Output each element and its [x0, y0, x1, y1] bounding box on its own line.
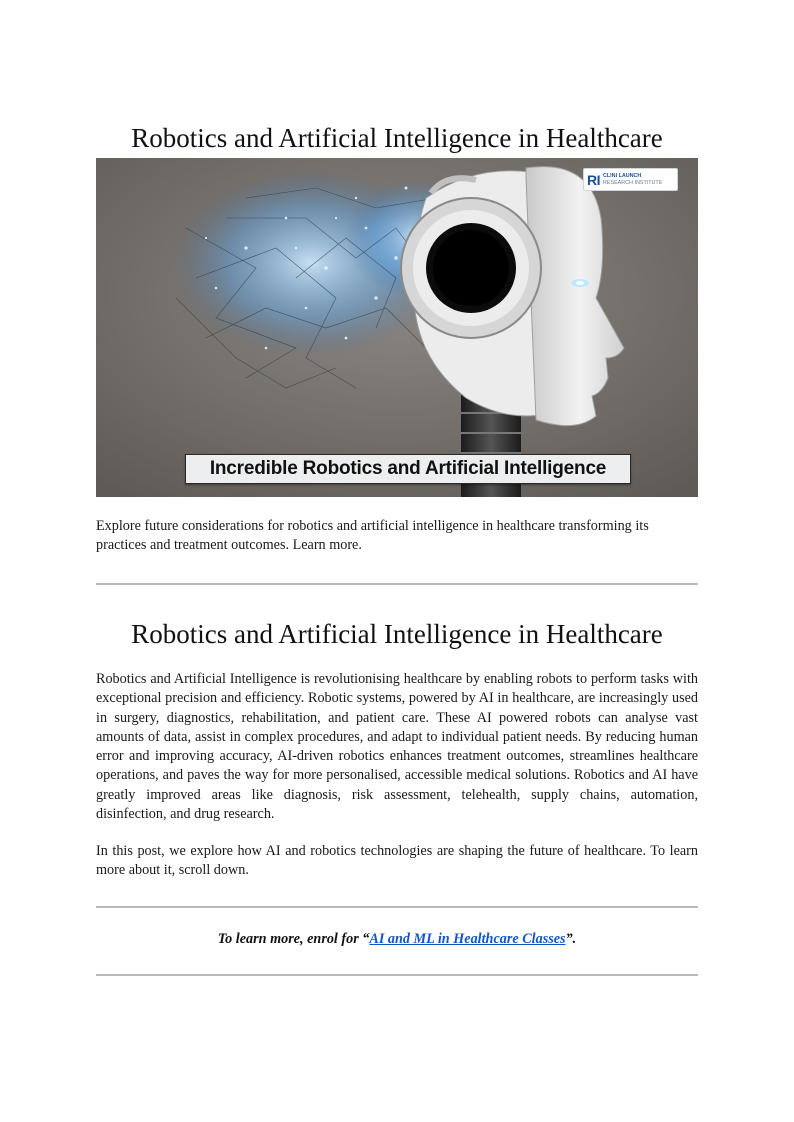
classes-link[interactable]: AI and ML in Healthcare Classes	[369, 931, 566, 947]
body-paragraph-1: Robotics and Artificial Intelligence is revolutionising healthcare by enabling robots to perform tasks with exceptional precision and efficiency. Robotic systems, powered by AI in healthcare, are increasingly used in surgery, diagnostics, rehabilitation, and patient care. These AI powered robots can analyse vast amounts of data, assist in complex procedures, and adapt to individual patient needs. By reducing human error and improving accuracy, AI-driven robotics enhances treatment outcomes, streamlines healthcare operations, and paves the way for more personalised, accessible medical solutions. Robotics and AI have greatly improved areas like diagnosis, risk assessment, telehealth, supply chains, automation, disinfection, and drug research.	[96, 671, 698, 823]
hero-banner-caption: Incredible Robotics and Artificial Intelligence	[185, 454, 631, 484]
cta-prefix: To learn more, enrol for “	[217, 931, 370, 947]
section-heading: Robotics and Artificial Intelligence in Healthcare	[131, 619, 663, 649]
divider	[96, 583, 698, 585]
logo-line2: RESEARCH INSTITUTE	[603, 179, 663, 186]
divider	[96, 974, 698, 976]
divider	[96, 906, 698, 908]
robot-head-illustration	[96, 158, 698, 497]
cta-suffix: ”.	[565, 931, 577, 947]
intro-paragraph: Explore future considerations for robotics and artificial intelligence in healthcare transforming its practices and treatment outcomes. Learn more.	[96, 518, 649, 554]
page-title: Robotics and Artificial Intelligence in Healthcare	[131, 123, 663, 153]
logo-mark: RI	[587, 171, 600, 188]
cta-line	[0, 931, 794, 948]
hero-image	[96, 158, 698, 497]
institute-logo	[583, 168, 678, 191]
logo-line1: CLINI LAUNCH	[603, 173, 642, 180]
body-paragraph-2: In this post, we explore how AI and robotics technologies are shaping the future of healthcare. To learn more about it, scroll down.	[96, 843, 698, 879]
